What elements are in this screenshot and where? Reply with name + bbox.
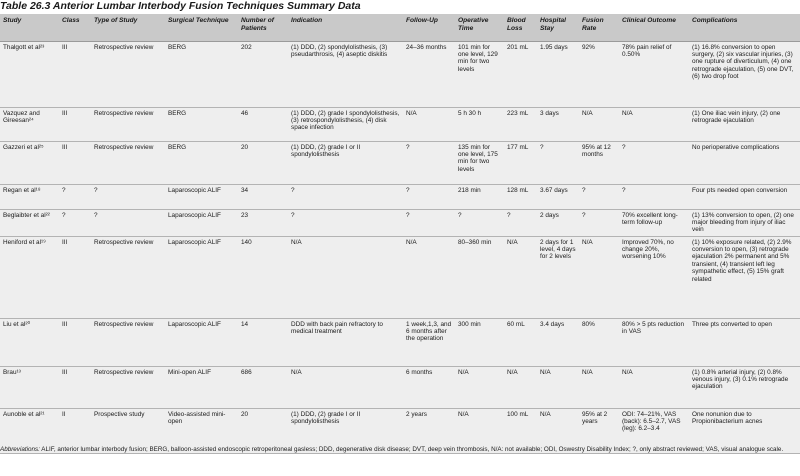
table-cell: Liu et al²⁰ <box>3 320 31 328</box>
table-cell: 24–36 months <box>406 43 447 51</box>
table-cell: II <box>62 410 66 418</box>
table-cell: One nonunion due to Propionibacterium acnes <box>692 410 763 425</box>
table-cell: 1 week,1,3, and 6 months after the operation <box>406 320 452 343</box>
header-cell: Study <box>0 14 59 41</box>
table-cell: (1) 10% exposure related, (2) 2.9% conversion to open, (3) retrograde ejaculation 2% permanent and 5% transient, (4) transient left leg sympathetic effect, (5) 15% graft related <box>692 238 792 283</box>
table-cell: (1) 13% conversion to open, (2) one major bleeding from injury of iliac vein <box>692 211 794 234</box>
table-row <box>0 366 800 408</box>
header-cell: Indication <box>288 14 403 41</box>
table-cell: 135 min for one level, 175 min for two levels <box>458 143 498 173</box>
table-cell: III <box>62 109 68 117</box>
table-cell: Beglaibter et al²² <box>3 211 50 219</box>
table-cell: ? <box>291 186 295 194</box>
table-cell: Laparoscopic ALIF <box>168 238 221 246</box>
table-cell: Regan et al¹⁸ <box>3 186 41 194</box>
table-cell: 218 min <box>458 186 481 194</box>
table-cell: 2 days <box>540 211 559 219</box>
table-cell: 34 <box>241 186 249 194</box>
table-cell: Heniford et al¹⁹ <box>3 238 46 246</box>
table-row <box>0 141 800 184</box>
table-cell: 80% <box>582 320 595 328</box>
table-cell: Retrospective review <box>94 43 154 51</box>
table-cell: N/A <box>622 109 633 117</box>
table-cell: Laparoscopic ALIF <box>168 211 221 219</box>
table-cell: N/A <box>406 238 417 246</box>
footnote-label: Abbreviations: <box>0 446 40 453</box>
table-row <box>0 209 800 236</box>
table-cell: N/A <box>406 109 417 117</box>
table-row <box>0 41 800 107</box>
table-cell: 100 mL <box>507 410 529 418</box>
table-cell: Thalgott et al²³ <box>3 43 45 51</box>
table-cell: Vazquez and Gireesan²⁴ <box>3 109 40 124</box>
table-cell: 20 <box>241 143 249 151</box>
table-cell: N/A <box>582 368 593 376</box>
header-cell: Clinical Outcome <box>619 14 689 41</box>
header-cell: Hospital Stay <box>537 14 579 41</box>
table-cell: Retrospective review <box>94 143 154 151</box>
table-cell: (1) 16.8% conversion to open surgery, (2) six vascular injuries, (3) one rupture of diverticulum, (4) one retrograde ejaculation, (5) one DVT, (6) two drop foot <box>692 43 794 81</box>
table-cell: ? <box>507 211 511 219</box>
table-cell: Retrospective review <box>94 320 154 328</box>
table-cell: 92% <box>582 43 595 51</box>
table-cell: (1) 0.8% arterial injury, (2) 0.8% venous injury, (3) 0.1% retrograde ejaculation <box>692 368 789 391</box>
table-cell: 14 <box>241 320 249 328</box>
table-cell: 201 mL <box>507 43 529 51</box>
table-cell: Gazzeri et al²⁵ <box>3 143 44 151</box>
table-cell: Mini-open ALIF <box>168 368 211 376</box>
table-cell: ODI: 74–21%, VAS (back): 6.5–2.7, VAS (leg): 6.2–3.4 <box>622 410 681 433</box>
table-cell: 95% at 2 years <box>582 410 608 425</box>
table-cell: ? <box>62 211 66 219</box>
table-cell: DDD with back pain refractory to medical treatment <box>291 320 383 335</box>
table-cell: Laparoscopic ALIF <box>168 320 221 328</box>
table-cell: Prospective study <box>94 410 145 418</box>
table-cell: 5 h 30 h <box>458 109 482 117</box>
header-cell: Class <box>59 14 91 41</box>
header-cell: Complications <box>689 14 800 41</box>
table-cell: (1) One iliac vein injury, (2) one retrograde ejaculation <box>692 109 781 124</box>
table-cell: (1) DDD, (2) grade I or II spondylolisthesis <box>291 410 361 425</box>
table-cell: ? <box>622 186 626 194</box>
table-cell: 80–360 min <box>458 238 492 246</box>
table-header-row <box>0 14 800 41</box>
table-cell: Retrospective review <box>94 109 154 117</box>
header-cell: Blood Loss <box>504 14 537 41</box>
table-cell: N/A <box>582 109 593 117</box>
table-cell: 202 <box>241 43 252 51</box>
table-cell: 95% at 12 months <box>582 143 611 158</box>
table-cell: BERG <box>168 109 187 117</box>
table-cell: ? <box>62 186 66 194</box>
table-cell: 1.95 days <box>540 43 568 51</box>
table-cell: Video-assisted mini-open <box>168 410 226 425</box>
table-cell: Three pts converted to open <box>692 320 772 328</box>
table-row <box>0 184 800 209</box>
table-row <box>0 107 800 141</box>
table-cell: Four pts needed open conversion <box>692 186 788 194</box>
table-cell: ? <box>458 211 462 219</box>
table-title: Table 26.3 Anterior Lumbar Interbody Fusion Techniques Summary Data <box>0 0 361 12</box>
table-cell: 23 <box>241 211 249 219</box>
table-cell: N/A <box>540 410 551 418</box>
header-cell: Surgical Technique <box>165 14 238 41</box>
table-cell: N/A <box>582 238 593 246</box>
table-cell: Retrospective review <box>94 238 154 246</box>
table-cell: ? <box>406 186 410 194</box>
table-cell: 101 min for one level, 129 min for two levels <box>458 43 498 73</box>
header-cell: Number of Patients <box>238 14 288 41</box>
table-cell: ? <box>406 143 410 151</box>
table-cell: Laparoscopic ALIF <box>168 186 221 194</box>
table-cell: ? <box>406 211 410 219</box>
table-cell: No perioperative complications <box>692 143 780 151</box>
table-cell: III <box>62 143 68 151</box>
header-cell: Follow-Up <box>403 14 455 41</box>
table-cell: 3 days <box>540 109 559 117</box>
header-cell: Type of Study <box>91 14 165 41</box>
table-cell: 128 mL <box>507 186 529 194</box>
table-cell: ? <box>94 211 98 219</box>
table-cell: 20 <box>241 410 249 418</box>
table-cell: 140 <box>241 238 252 246</box>
table-cell: N/A <box>291 368 302 376</box>
table-cell: 2 years <box>406 410 427 418</box>
table-cell: BERG <box>168 143 187 151</box>
footnote-text: ALIF, anterior lumbar interbody fusion; BERG, balloon-assisted endoscopic retroperitoneal gasless; DDD, degenerative disk disease; DVT, deep vein thrombosis, N/A: not available; ODI, Oswestry Disability Index; ?, only abstract reviewed; VAS, visual analogue scale. <box>39 446 784 453</box>
table-cell: ? <box>94 186 98 194</box>
table-cell: 6 months <box>406 368 433 376</box>
table-cell: N/A <box>458 410 469 418</box>
table-row <box>0 318 800 366</box>
header-cell: Operative Time <box>455 14 504 41</box>
table-cell: III <box>62 238 68 246</box>
table-cell: 80% > 5 pts reduction in VAS <box>622 320 684 335</box>
table-cell: N/A <box>507 238 518 246</box>
table-cell: 70% excellent long-term follow-up <box>622 211 678 226</box>
table-cell: III <box>62 368 68 376</box>
table-cell: ? <box>582 211 586 219</box>
table-cell: N/A <box>507 368 518 376</box>
table-cell: N/A <box>458 368 469 376</box>
table-cell: Improved 70%, no change 20%, worsening 10% <box>622 238 674 261</box>
table-footnote <box>0 446 800 454</box>
table-cell: III <box>62 43 68 51</box>
summary-table <box>0 14 800 454</box>
table-cell: 2 days for 1 level, 4 days for 2 levels <box>540 238 576 261</box>
header-cell: Fusion Rate <box>579 14 619 41</box>
table-cell: N/A <box>291 238 302 246</box>
table-cell: (1) DDD, (2) grade I or II spondylolisthesis <box>291 143 361 158</box>
table-cell: ? <box>582 186 586 194</box>
table-cell: 686 <box>241 368 252 376</box>
table-cell: 177 mL <box>507 143 529 151</box>
table-cell: 223 mL <box>507 109 529 117</box>
table-cell: 46 <box>241 109 249 117</box>
table-cell: 78% pain relief of 0.50% <box>622 43 672 58</box>
table-cell: 3.67 days <box>540 186 568 194</box>
table-cell: III <box>62 320 68 328</box>
table-cell: Brau¹³ <box>3 368 21 376</box>
table-cell: Aunoble et al²¹ <box>3 410 45 418</box>
table-cell: (1) DDD, (2) grade I spondylolisthesis, (3) retrospondylolisthesis, (4) disk space infection <box>291 109 400 132</box>
table-cell: BERG <box>168 43 187 51</box>
table-cell: ? <box>540 143 544 151</box>
table-cell: (1) DDD, (2) spondylolisthesis, (3) pseudarthrosis, (4) aseptic diskitis <box>291 43 388 58</box>
table-cell: N/A <box>540 368 551 376</box>
table-cell: 3.4 days <box>540 320 565 328</box>
table-cell: ? <box>291 211 295 219</box>
table-cell: ? <box>622 143 626 151</box>
table-row <box>0 236 800 318</box>
table-cell: Retrospective review <box>94 368 154 376</box>
table-cell: N/A <box>622 368 633 376</box>
table-cell: 60 mL <box>507 320 525 328</box>
table-cell: 300 min <box>458 320 481 328</box>
